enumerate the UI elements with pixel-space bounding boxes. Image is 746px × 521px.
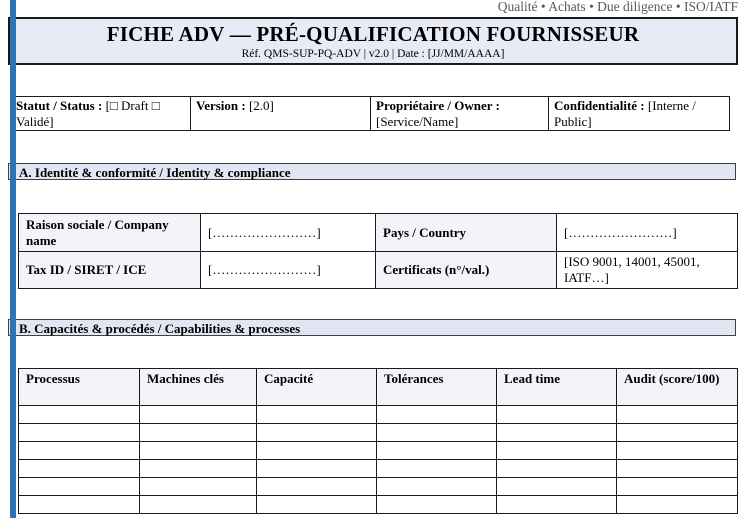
capabilities-empty-cell[interactable] xyxy=(497,496,617,514)
identity-table xyxy=(18,213,738,289)
col-header-capacite: Capacité xyxy=(257,369,377,406)
status-value[interactable]: [2.0] xyxy=(248,98,274,113)
capabilities-empty-cell[interactable] xyxy=(617,478,738,496)
capabilities-empty-cell[interactable] xyxy=(377,442,497,460)
field-label-certificates: Certificats (n°/val.) xyxy=(376,252,557,289)
capabilities-empty-cell[interactable] xyxy=(140,442,257,460)
capabilities-table-body xyxy=(19,406,738,514)
col-header-lead-time: Lead time xyxy=(497,369,617,406)
status-label: Confidentialité : xyxy=(554,98,645,113)
capabilities-empty-cell[interactable] xyxy=(617,406,738,424)
capabilities-empty-cell[interactable] xyxy=(140,496,257,514)
capabilities-empty-row xyxy=(19,496,738,514)
capabilities-empty-row xyxy=(19,406,738,424)
field-label-tax-id: Tax ID / SIRET / ICE xyxy=(19,252,201,289)
capabilities-empty-cell[interactable] xyxy=(140,460,257,478)
capabilities-empty-cell[interactable] xyxy=(257,424,377,442)
capabilities-empty-cell[interactable] xyxy=(497,442,617,460)
capabilities-empty-cell[interactable] xyxy=(617,424,738,442)
status-cell-owner[interactable] xyxy=(371,97,549,131)
capabilities-empty-cell[interactable] xyxy=(257,460,377,478)
status-label: Propriétaire / Owner : xyxy=(376,98,500,113)
status-value[interactable]: [□ Draft □ Validé] xyxy=(16,98,160,129)
field-label-company-name: Raison sociale / Company name xyxy=(19,214,201,252)
status-cell-version[interactable] xyxy=(191,97,371,131)
status-label: Statut / Status : xyxy=(16,98,103,113)
capabilities-empty-cell[interactable] xyxy=(617,442,738,460)
capabilities-empty-cell[interactable] xyxy=(497,478,617,496)
capabilities-empty-cell[interactable] xyxy=(377,424,497,442)
status-label: Version : xyxy=(196,98,246,113)
capabilities-empty-cell[interactable] xyxy=(140,478,257,496)
capabilities-empty-cell[interactable] xyxy=(140,424,257,442)
capabilities-empty-row xyxy=(19,442,738,460)
section-a-heading: A. Identité & conformité / Identity & compliance xyxy=(8,163,736,180)
capabilities-empty-cell[interactable] xyxy=(377,406,497,424)
capabilities-empty-cell[interactable] xyxy=(257,442,377,460)
status-value[interactable]: [Interne / Public] xyxy=(554,98,696,129)
status-cell-statut[interactable] xyxy=(11,97,191,131)
left-margin-accent-bar xyxy=(10,0,16,518)
capabilities-empty-row xyxy=(19,460,738,478)
capabilities-header-row xyxy=(19,369,738,406)
col-header-audit-score: Audit (score/100) xyxy=(617,369,738,406)
capabilities-table xyxy=(18,368,738,514)
section-b-heading: B. Capacités & procédés / Capabilities & processes xyxy=(8,319,736,336)
capabilities-empty-cell[interactable] xyxy=(140,406,257,424)
capabilities-empty-cell[interactable] xyxy=(497,424,617,442)
status-cell-confidentiality[interactable] xyxy=(549,97,730,131)
field-label-country: Pays / Country xyxy=(376,214,557,252)
capabilities-empty-cell[interactable] xyxy=(497,460,617,478)
identity-row xyxy=(19,214,738,252)
col-header-tolerances: Tolérances xyxy=(377,369,497,406)
capabilities-empty-cell[interactable] xyxy=(257,406,377,424)
capabilities-empty-cell[interactable] xyxy=(257,496,377,514)
col-header-machines: Machines clés xyxy=(140,369,257,406)
capabilities-empty-cell[interactable] xyxy=(19,406,140,424)
col-header-processus: Processus xyxy=(19,369,140,406)
capabilities-empty-cell[interactable] xyxy=(377,496,497,514)
capabilities-empty-row xyxy=(19,424,738,442)
status-table xyxy=(10,96,730,131)
capabilities-empty-cell[interactable] xyxy=(497,406,617,424)
identity-row xyxy=(19,252,738,289)
capabilities-empty-cell[interactable] xyxy=(19,460,140,478)
field-value-tax-id[interactable]: [……………………] xyxy=(201,252,376,289)
capabilities-empty-row xyxy=(19,478,738,496)
capabilities-empty-cell[interactable] xyxy=(19,442,140,460)
status-value[interactable]: [Service/Name] xyxy=(376,113,459,129)
header-meta-line: Qualité • Achats • Due diligence • ISO/IATF xyxy=(497,0,738,14)
field-value-certificates[interactable]: [ISO 9001, 14001, 45001, IATF…] xyxy=(557,252,738,289)
document-title: FICHE ADV — PRÉ-QUALIFICATION FOURNISSEUR xyxy=(106,22,640,46)
field-value-country[interactable]: [……………………] xyxy=(557,214,738,252)
status-row xyxy=(11,97,730,131)
field-value-company-name[interactable]: [……………………] xyxy=(201,214,376,252)
capabilities-empty-cell[interactable] xyxy=(617,496,738,514)
title-box xyxy=(8,17,738,65)
capabilities-empty-cell[interactable] xyxy=(19,424,140,442)
document-subtitle: Réf. QMS-SUP-PQ-ADV | v2.0 | Date : [JJ/MM/AAAA] xyxy=(241,48,505,60)
capabilities-empty-cell[interactable] xyxy=(257,478,377,496)
capabilities-empty-cell[interactable] xyxy=(377,460,497,478)
capabilities-empty-cell[interactable] xyxy=(19,478,140,496)
capabilities-empty-cell[interactable] xyxy=(617,460,738,478)
capabilities-empty-cell[interactable] xyxy=(19,496,140,514)
capabilities-empty-cell[interactable] xyxy=(377,478,497,496)
